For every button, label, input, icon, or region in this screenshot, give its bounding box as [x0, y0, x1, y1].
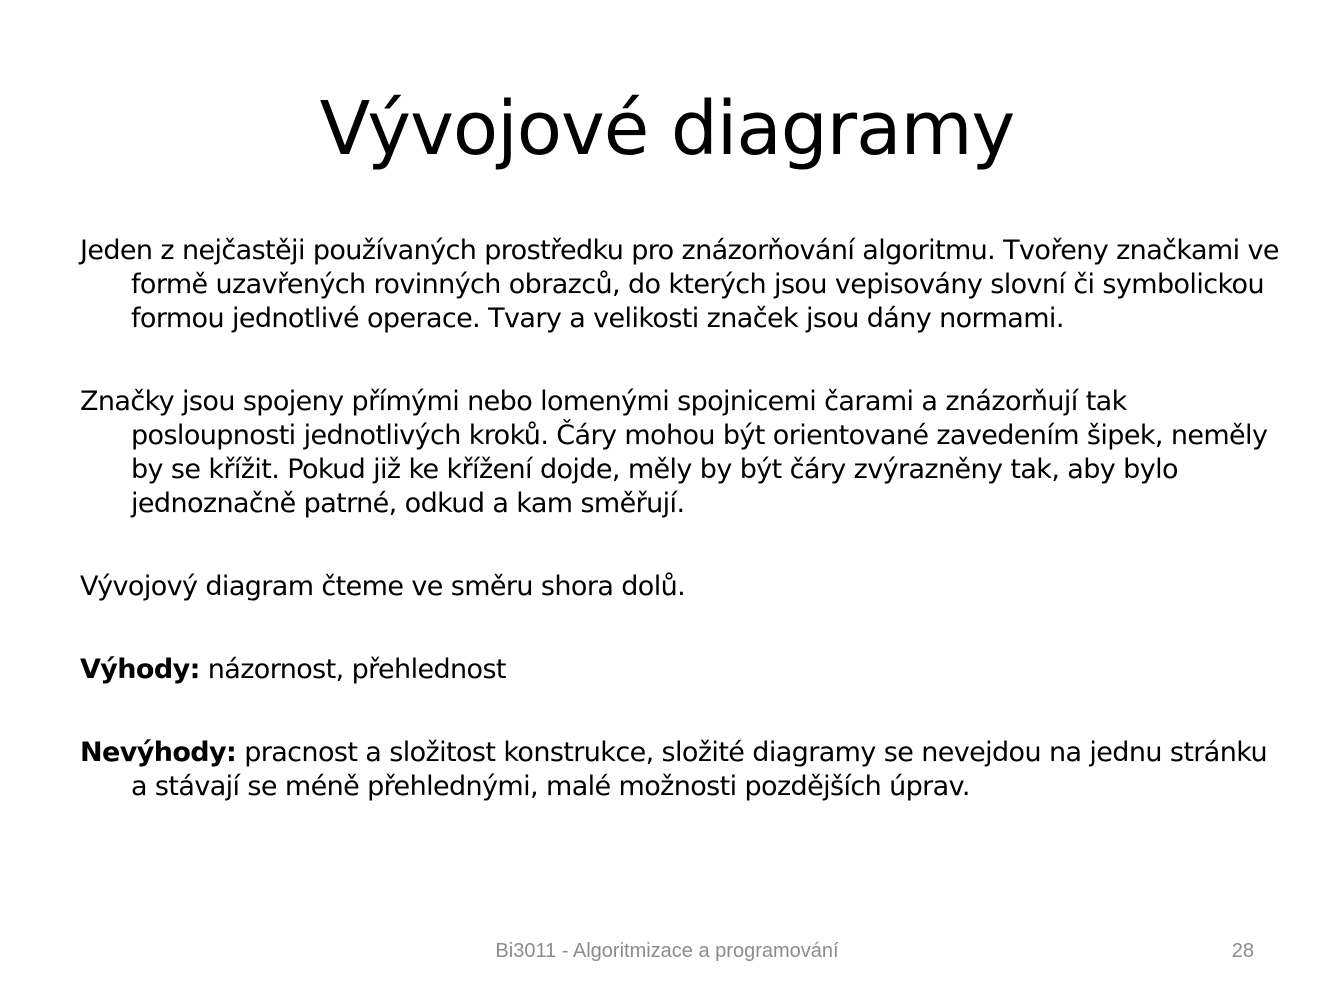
slide-body [80, 234, 1280, 853]
paragraph-text: Značky jsou spojeny přímými nebo lomenými spojnicemi čarami a znázorňují tak posloupnosti jednotlivých kroků. Čáry mohou být orientované zavedením šipek, neměly by se křížit. Pokud již ke křížení dojde, měly by být čáry zvýrazněny tak, aby bylo jednoznačně patrné, odkud a kam směřují. [80, 386, 1268, 519]
slide-title: Vývojové diagramy [319, 86, 1015, 172]
paragraph-text: Vývojový diagram čteme ve směru shora dolů. [80, 571, 686, 602]
paragraph-advantages [80, 653, 1280, 687]
paragraph-reading-direction [80, 570, 1280, 604]
paragraph-definition [80, 234, 1280, 336]
page-number: 28 [1231, 940, 1254, 962]
slide-footer: Bi3011 - Algoritmizace a programování [495, 940, 839, 962]
paragraph-connections [80, 385, 1280, 521]
disadvantages-label: Nevýhody: [80, 737, 237, 768]
advantages-text: názornost, přehlednost [199, 654, 506, 685]
paragraph-disadvantages [80, 736, 1280, 804]
paragraph-text: Jeden z nejčastěji používaných prostředku pro znázorňování algoritmu. Tvořeny značkami ve formě uzavřených rovinných obrazců, do kterých jsou vepisovány slovní či symbolickou formou jednotlivé operace. Tvary a velikosti značek jsou dány normami. [80, 235, 1279, 334]
advantages-label: Výhody: [80, 654, 200, 685]
disadvantages-text: pracnost a složitost konstrukce, složité diagramy se nevejdou na jednu stránku a stávají se méně přehlednými, malé možnosti pozdějších úprav. [131, 737, 1267, 802]
